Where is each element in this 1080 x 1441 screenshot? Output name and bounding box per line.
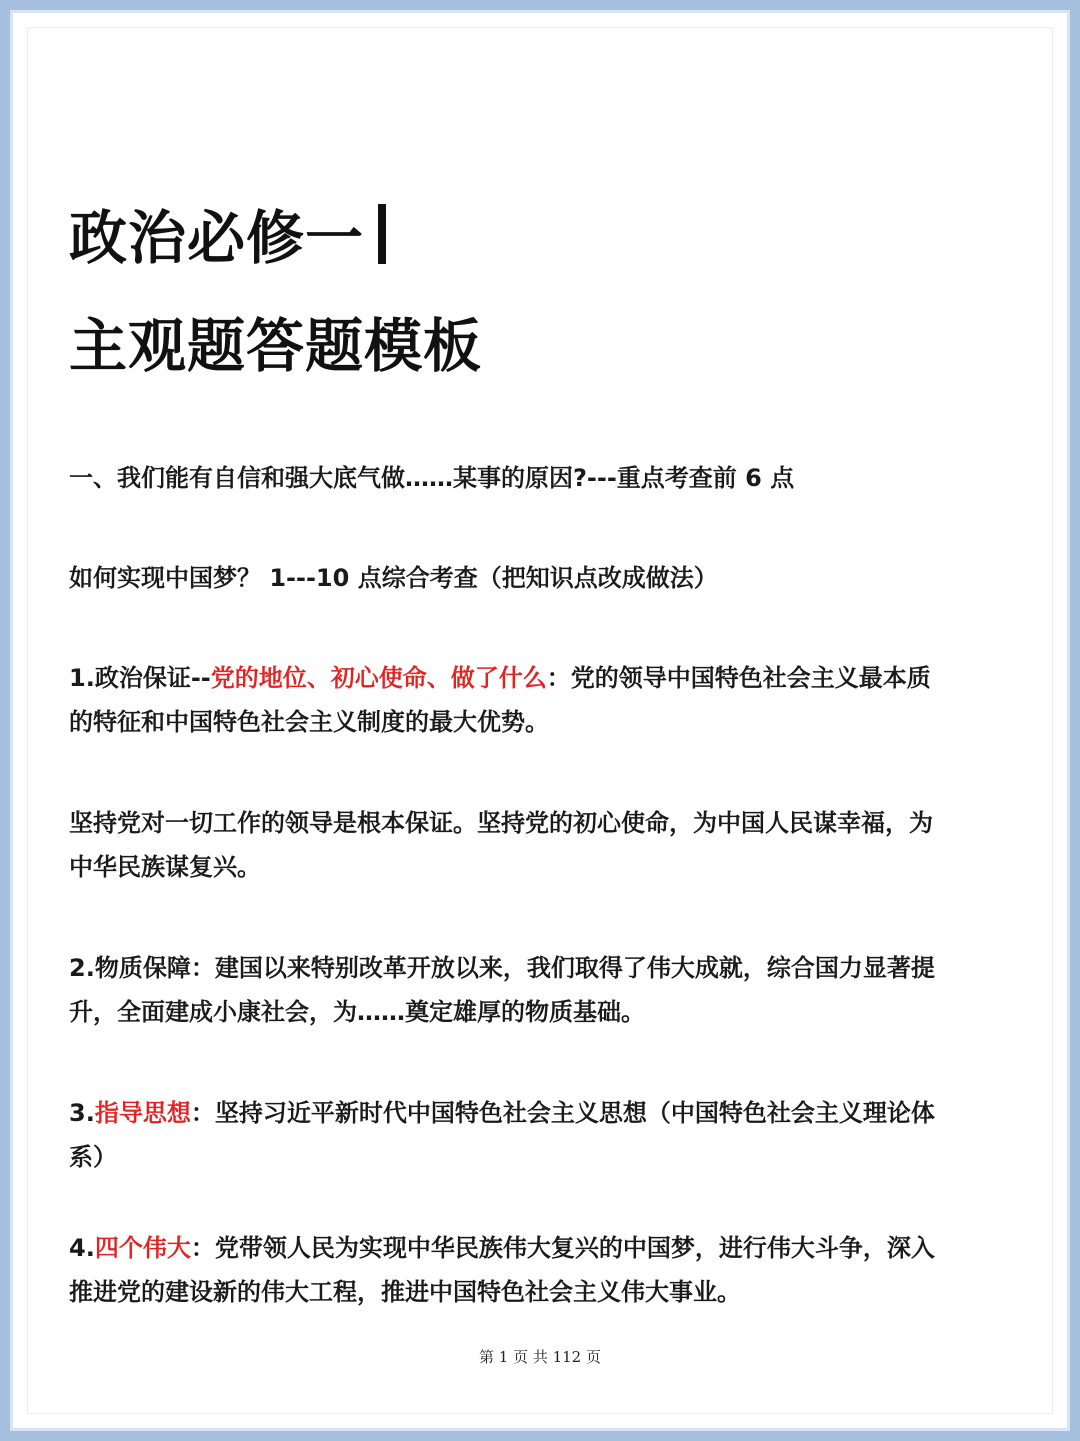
- point-1b: [69, 801, 1019, 889]
- point-1-line-1: [69, 656, 1019, 700]
- section-heading: 一、我们能有自信和强大底气做……某事的原因?---重点考查前 6 点: [69, 464, 795, 492]
- page-footer: 第 1 页 共 112 页: [478, 1348, 601, 1366]
- point-2: [69, 946, 1019, 1034]
- point-1b-line-2: 中华民族谋复兴。: [69, 853, 261, 881]
- title-line-2: 主观题答题模板: [69, 312, 483, 380]
- point-4-line-1: [69, 1226, 1019, 1270]
- point-3-rest: ：坚持习近平新时代中国特色社会主义思想（中国特色社会主义理论体: [190, 1099, 935, 1127]
- point-2-line-2: 升，全面建成小康社会，为……奠定雄厚的物质基础。: [69, 998, 645, 1026]
- point-3-line-1: [69, 1091, 1019, 1135]
- point-1-highlight: 党的地位、初心使命、做了什么: [210, 664, 547, 692]
- point-1-prefix: 1.政治保证--: [69, 664, 211, 692]
- point-2-line-1: 2.物质保障：建国以来特别改革开放以来，我们取得了伟大成就，综合国力显著提: [69, 954, 935, 982]
- title-line-1: [69, 203, 386, 273]
- point-3-line-2: 系）: [69, 1143, 117, 1171]
- point-1-rest: ：党的领导中国特色社会主义最本质: [546, 664, 931, 692]
- point-1-line-2: 的特征和中国特色社会主义制度的最大优势。: [69, 708, 549, 736]
- point-1b-line-1: 坚持党对一切工作的领导是根本保证。坚持党的初心使命，为中国人民谋幸福，为: [69, 809, 933, 837]
- point-3-highlight: 指导思想: [94, 1099, 191, 1127]
- point-3: [69, 1091, 1019, 1179]
- page-frame: [10, 10, 1070, 1431]
- point-3-prefix: 3.: [69, 1099, 95, 1127]
- title-text-1: 政治必修一: [69, 204, 365, 272]
- title-bar-icon: [378, 204, 386, 264]
- point-4-highlight: 四个伟大: [94, 1234, 191, 1262]
- point-4-prefix: 4.: [69, 1234, 95, 1262]
- point-4-line-2: 推进党的建设新的伟大工程，推进中国特色社会主义伟大事业。: [69, 1278, 741, 1306]
- point-4: [69, 1226, 1019, 1314]
- point-1: [69, 656, 1019, 744]
- section-question: 如何实现中国梦？ 1---10 点综合考查（把知识点改成做法）: [69, 564, 718, 592]
- point-4-rest: ：党带领人民为实现中华民族伟大复兴的中国梦，进行伟大斗争，深入: [190, 1234, 935, 1262]
